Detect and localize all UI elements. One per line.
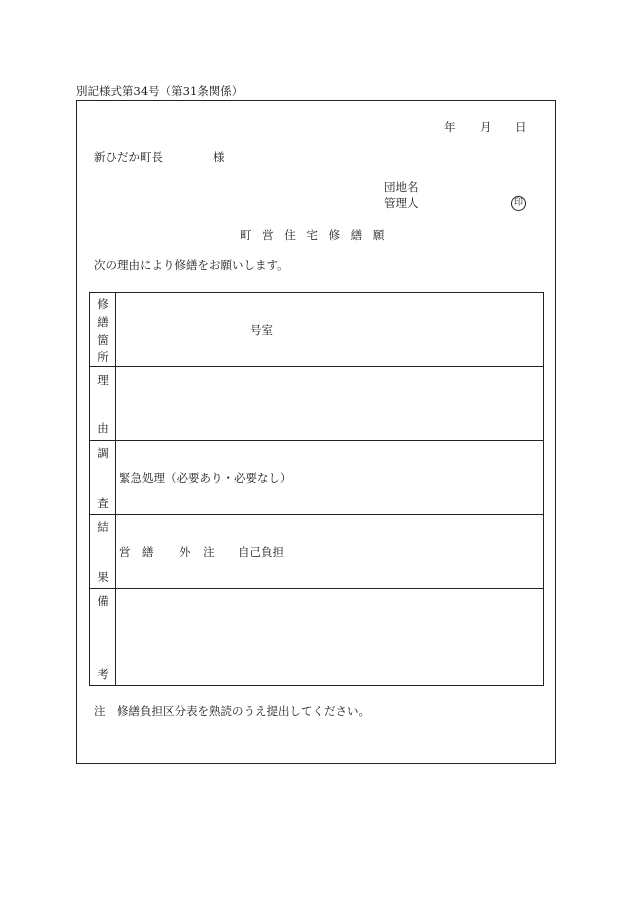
label-char: 査	[97, 496, 109, 510]
label-char: 備	[97, 594, 109, 608]
row-result	[90, 515, 543, 589]
row-divider	[115, 367, 116, 440]
reason-field[interactable]	[120, 371, 535, 435]
seal-mark: 印	[511, 196, 526, 211]
label-char: 箇	[97, 333, 109, 347]
note-text: 注 修繕負担区分表を熟読のうえ提出してください。	[94, 704, 370, 718]
label-char: 所	[97, 350, 109, 364]
row-divider	[115, 441, 116, 514]
label-char: 繕	[97, 315, 109, 329]
result-option-outsource[interactable]: 外 注	[179, 545, 215, 559]
urgent-processing-option[interactable]: 緊急処理（必要あり・必要なし）	[119, 471, 292, 485]
addressee-name: 新ひだか町長	[94, 150, 163, 164]
label-char: 調	[97, 446, 109, 460]
room-number-field[interactable]	[250, 325, 273, 337]
row-reason	[90, 367, 543, 441]
form-number: 別記様式第34号（第31条関係）	[76, 84, 244, 98]
date-day-label: 日	[515, 120, 527, 134]
room-suffix-label: 号室	[250, 323, 273, 337]
row-divider	[115, 589, 116, 685]
group-name-label: 団地名	[384, 180, 419, 194]
label-char: 果	[97, 570, 109, 584]
result-option-repair[interactable]: 営 繕	[119, 545, 154, 559]
label-char: 由	[97, 421, 109, 435]
row-divider	[115, 293, 116, 366]
row-investigation	[90, 441, 543, 515]
form-title: 町 営 住 宅 修 繕 願	[240, 228, 385, 242]
manager-label: 管理人	[384, 196, 419, 210]
date-month-label: 月	[480, 120, 492, 134]
remarks-field[interactable]	[120, 593, 535, 679]
label-char: 考	[97, 667, 109, 681]
repair-table	[89, 292, 544, 686]
label-char: 結	[97, 520, 109, 534]
addressee-honorific: 様	[213, 150, 225, 164]
intro-text: 次の理由により修繕をお願いします。	[94, 258, 289, 272]
row-remarks	[90, 589, 543, 685]
result-option-self-pay[interactable]: 自己負担	[238, 545, 284, 559]
row-divider	[115, 515, 116, 588]
label-char: 理	[97, 373, 109, 387]
label-char: 修	[97, 297, 109, 311]
date-year-label: 年	[444, 120, 456, 134]
row-repair-place	[90, 293, 543, 367]
